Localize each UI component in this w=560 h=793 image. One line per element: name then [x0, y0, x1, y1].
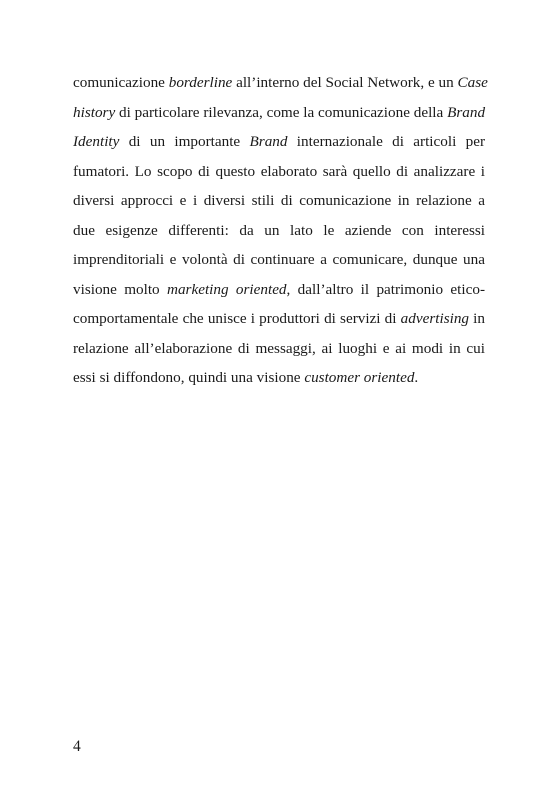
italic-term: history	[73, 103, 116, 121]
text-run: essi si diffondono, quindi una visione	[73, 369, 305, 386]
text-run: relazione all’elaborazione di messaggi, ai luoghi e ai modi in cui	[73, 339, 485, 357]
text-line	[73, 216, 485, 246]
page-number: 4	[73, 738, 81, 755]
text-run: comportamentale che unisce i produttori di servizi di	[73, 310, 401, 327]
italic-term: marketing oriented	[167, 280, 287, 298]
text-line	[73, 304, 485, 334]
text-run: , dall’altro il patrimonio etico-	[286, 280, 485, 298]
italic-term: Case	[457, 74, 488, 91]
text-run: all’interno del Social Network, e un	[232, 74, 458, 91]
italic-term: advertising	[400, 310, 470, 327]
text-run: in	[469, 310, 485, 327]
text-run: internazionale di articoli per	[287, 133, 486, 150]
italic-term: Identity	[73, 133, 120, 150]
text-line	[73, 68, 488, 98]
text-line	[73, 275, 485, 305]
text-line	[73, 186, 485, 216]
italic-term: borderline	[168, 74, 233, 91]
italic-term: customer oriented	[304, 369, 415, 386]
body-paragraph	[73, 68, 488, 393]
italic-term: Brand	[447, 103, 486, 121]
text-run: fumatori. Lo scopo di questo elaborato sarà quello di analizzare i	[73, 162, 485, 180]
text-line	[73, 127, 485, 157]
text-line	[73, 334, 485, 364]
text-run: imprenditoriali e volontà di continuare a comunicare, dunque una	[73, 251, 485, 268]
text-run: .	[414, 369, 419, 386]
text-run: di un importante	[119, 133, 250, 150]
text-run: due esigenze differenti: da un lato le aziende con interessi	[73, 221, 485, 239]
text-run: diversi approcci e i diversi stili di comunicazione in relazione a	[73, 192, 485, 209]
text-run: di particolare rilevanza, come la comunicazione della	[115, 103, 448, 121]
text-run: comunicazione	[73, 74, 169, 91]
text-line	[73, 245, 485, 275]
italic-term: Brand	[249, 133, 288, 150]
text-line	[73, 157, 485, 187]
text-line	[73, 98, 485, 128]
text-line	[73, 363, 485, 393]
text-run: visione molto	[73, 280, 167, 298]
